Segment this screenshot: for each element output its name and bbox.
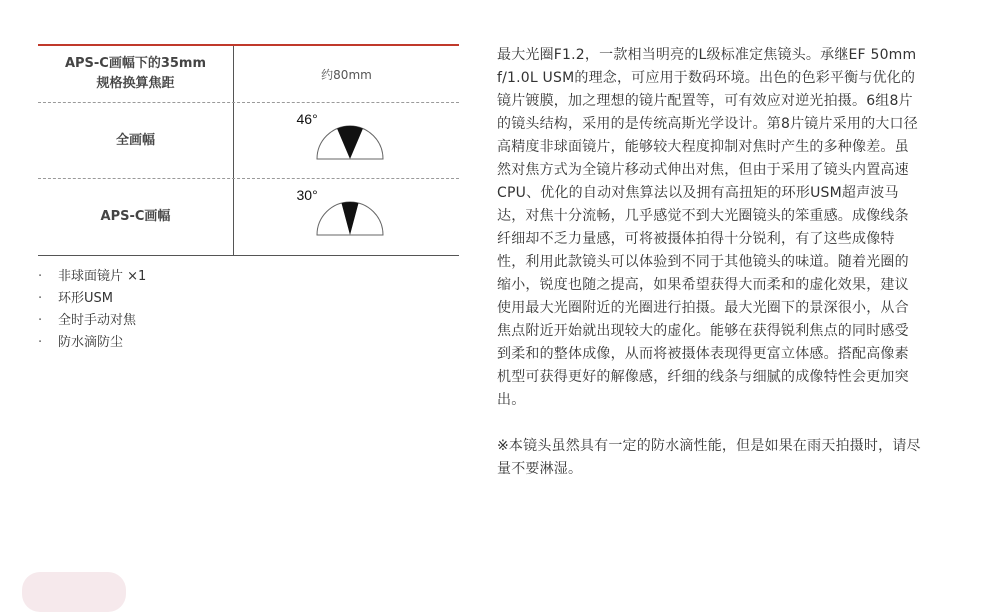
spec-table <box>38 44 459 256</box>
spec-row-aps-c <box>38 179 459 256</box>
spec-label-focal-length: APS-C画幅下的35mm 规格换算焦距 <box>38 46 234 102</box>
feature-item <box>38 288 146 310</box>
feature-item <box>38 310 146 332</box>
bullet-icon: · <box>38 269 43 284</box>
description-note: ※本镜头虽然具有一定的防水滴性能，但是如果在雨天拍摄时，请尽量不要淋湿。 <box>497 438 921 477</box>
product-description <box>497 44 922 504</box>
feature-list <box>38 266 146 354</box>
spec-row-full-frame <box>38 103 459 179</box>
description-paragraph: 最大光圈F1.2，一款相当明亮的L级标准定焦镜头。承继EF 50mm f/1.0L USM的理念，可应用于数码环境。出色的色彩平衡与优化的镜片镀膜，加之理想的镜片配置等，可有效应对逆光拍摄。6组8片的镜头结构，采用的是传统高斯光学设计。第8片镜片采用的大口径高精度非球面镜片，能够较大程度抑制对焦时产生的多种像差。虽然对焦方式为全镜片移动式伸出对焦，但由于采用了镜头内置高速CPU、优化的自动对焦算法以及拥有高扭矩的环形USM超声波马达，对焦十分流畅，几乎感觉不到大光圈镜头的笨重感。成像线条纤细却不乏力量感，可将被摄体拍得十分锐利，有了这些成像特性，利用此款镜头可以体验到不同于其他镜头的味道。随着光圈的缩小，锐度也随之提高，如果希望获得大而柔和的虚化效果，建议使用最大光圈附近的光圈进行拍摄。最大光圈下的景深很小，从合焦点附近开始就出现较大的虚化。能够在获得锐利焦点的同时感受到柔和的整体成像，从而将被摄体表现得更富立体感。搭配高像素机型可获得更好的解像感，纤细的线条与细腻的成像特性会更加突出。 <box>497 47 918 408</box>
feature-text: 非球面镜片 ×1 <box>58 269 147 284</box>
feature-text: 环形USM <box>58 291 113 306</box>
spec-label-aps-c: APS-C画幅 <box>38 179 234 255</box>
spec-value-aps-c <box>234 179 459 255</box>
angle-label-aps-c: 30° <box>296 187 318 203</box>
angle-of-view-aps-c <box>297 187 397 247</box>
feature-item <box>38 266 146 288</box>
feature-item <box>38 332 146 354</box>
feature-text: 防水滴防尘 <box>58 335 124 350</box>
decorative-shape <box>22 572 126 612</box>
angle-of-view-icon <box>315 117 385 161</box>
spec-value-focal-length: 约80mm <box>321 67 372 82</box>
bullet-icon: · <box>38 335 43 350</box>
angle-label-full-frame: 46° <box>296 110 318 127</box>
angle-of-view-full-frame <box>297 111 397 171</box>
bullet-icon: · <box>38 291 43 306</box>
bullet-icon: · <box>38 313 43 328</box>
spec-row-focal-length <box>38 46 459 103</box>
spec-label-full-frame: 全画幅 <box>38 103 234 178</box>
feature-text: 全时手动对焦 <box>58 313 137 328</box>
angle-of-view-icon <box>315 193 385 237</box>
spec-value-full-frame <box>234 103 459 178</box>
